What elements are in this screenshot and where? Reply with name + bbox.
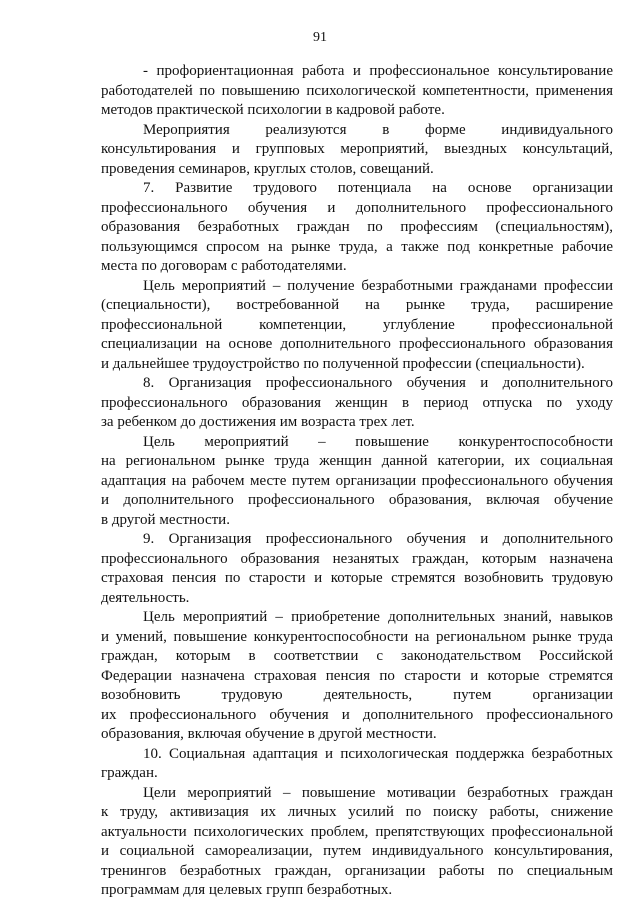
text-line: адаптация на рабочем месте путем организации профессионального обучения <box>101 472 613 489</box>
text-line: и дальнейшее трудоустройство по полученной профессии (специальности). <box>101 355 585 372</box>
text-line: консультирования и групповых мероприятий, выездных консультаций, <box>101 141 613 157</box>
text-line: образования, включая обучение в другой местности. <box>101 726 437 742</box>
text-line: и умений, повышение конкурентоспособности на региональном рынке труда <box>101 628 613 645</box>
text-line: их профессионального обучения и дополнительного профессионального <box>101 706 613 723</box>
text-line: проведения семинаров, круглых столов, совещаний. <box>101 160 434 177</box>
text-line: за ребенком до достижения им возраста трех лет. <box>101 414 415 430</box>
paragraph <box>101 121 613 180</box>
paragraph <box>101 530 613 608</box>
text-line: и дополнительного профессионального образования, включая обучение <box>101 492 613 508</box>
text-line: образования безработных граждан по профессиям (специальностям), <box>101 219 613 235</box>
paragraph <box>101 62 613 121</box>
text-line: профессионального образования незанятых граждан, которым назначена <box>101 550 613 567</box>
text-line: Федерации назначена страховая пенсия по старости и которые стремятся <box>101 667 613 684</box>
text-line: в другой местности. <box>101 511 230 528</box>
text-line: - профориентационная работа и профессиональное консультирование <box>143 63 613 79</box>
document-body <box>101 62 613 901</box>
text-line: актуальности психологических проблем, препятствующих профессиональной <box>101 823 613 840</box>
text-line: Цель мероприятий – получение безработными гражданами профессии <box>143 277 613 294</box>
page-number: 91 <box>313 30 327 45</box>
paragraph <box>101 374 613 433</box>
text-line: на региональном рынке труда женщин данной категории, их социальная <box>101 453 613 469</box>
text-line: работодателей по повышению психологической компетентности, применения <box>101 82 613 99</box>
text-line: Цель мероприятий – повышение конкурентоспособности <box>143 433 613 450</box>
text-line: 7. Развитие трудового потенциала на основе организации <box>143 180 613 196</box>
text-line: и социальной самореализации, путем индивидуального консультирования, <box>101 843 613 859</box>
text-line: 10. Социальная адаптация и психологическая поддержка безработных <box>143 745 613 762</box>
paragraph <box>101 179 613 277</box>
text-line: профессиональной компетенции, углубление профессиональной <box>101 316 613 333</box>
text-line: граждан, которым в соответствии с законодательством Российской <box>101 648 613 664</box>
text-line: профессионального образования женщин в период отпуска по уходу <box>101 394 613 411</box>
text-line: 8. Организация профессионального обучения и дополнительного <box>143 375 613 391</box>
text-line: возобновить трудовую деятельность, путем организации <box>101 687 613 703</box>
text-line: к труду, активизация их личных усилий по поиску работы, снижение <box>101 804 613 820</box>
text-line: граждан. <box>101 765 158 781</box>
paragraph <box>101 433 613 531</box>
text-line: (специальности), востребованной на рынке труда, расширение <box>101 297 613 313</box>
text-line: пользующимся спросом на рынке труда, а также под конкретные рабочие <box>101 238 613 255</box>
paragraph <box>101 608 613 745</box>
text-line: деятельность. <box>101 589 190 606</box>
text-line: Цели мероприятий – повышение мотивации безработных граждан <box>143 784 613 801</box>
text-line: страховая пенсия по старости и которые стремятся возобновить трудовую <box>101 570 613 586</box>
text-line: Цель мероприятий – приобретение дополнительных знаний, навыков <box>143 609 613 625</box>
text-line: программам для целевых групп безработных. <box>101 882 393 898</box>
text-line: 9. Организация профессионального обучения и дополнительного <box>143 531 613 547</box>
text-line: Мероприятия реализуются в форме индивидуального <box>143 121 613 138</box>
text-line: тренингов безработных граждан, организации работы по специальным <box>101 862 613 879</box>
paragraph <box>101 784 613 901</box>
paragraph <box>101 745 613 784</box>
text-line: профессионального обучения и дополнительного профессионального <box>101 199 613 216</box>
text-line: специализации на основе дополнительного профессионального образования <box>101 336 613 352</box>
text-line: методов практической психологии в кадровой работе. <box>101 102 445 118</box>
text-line: места по договорам с работодателями. <box>101 258 347 274</box>
paragraph <box>101 277 613 375</box>
